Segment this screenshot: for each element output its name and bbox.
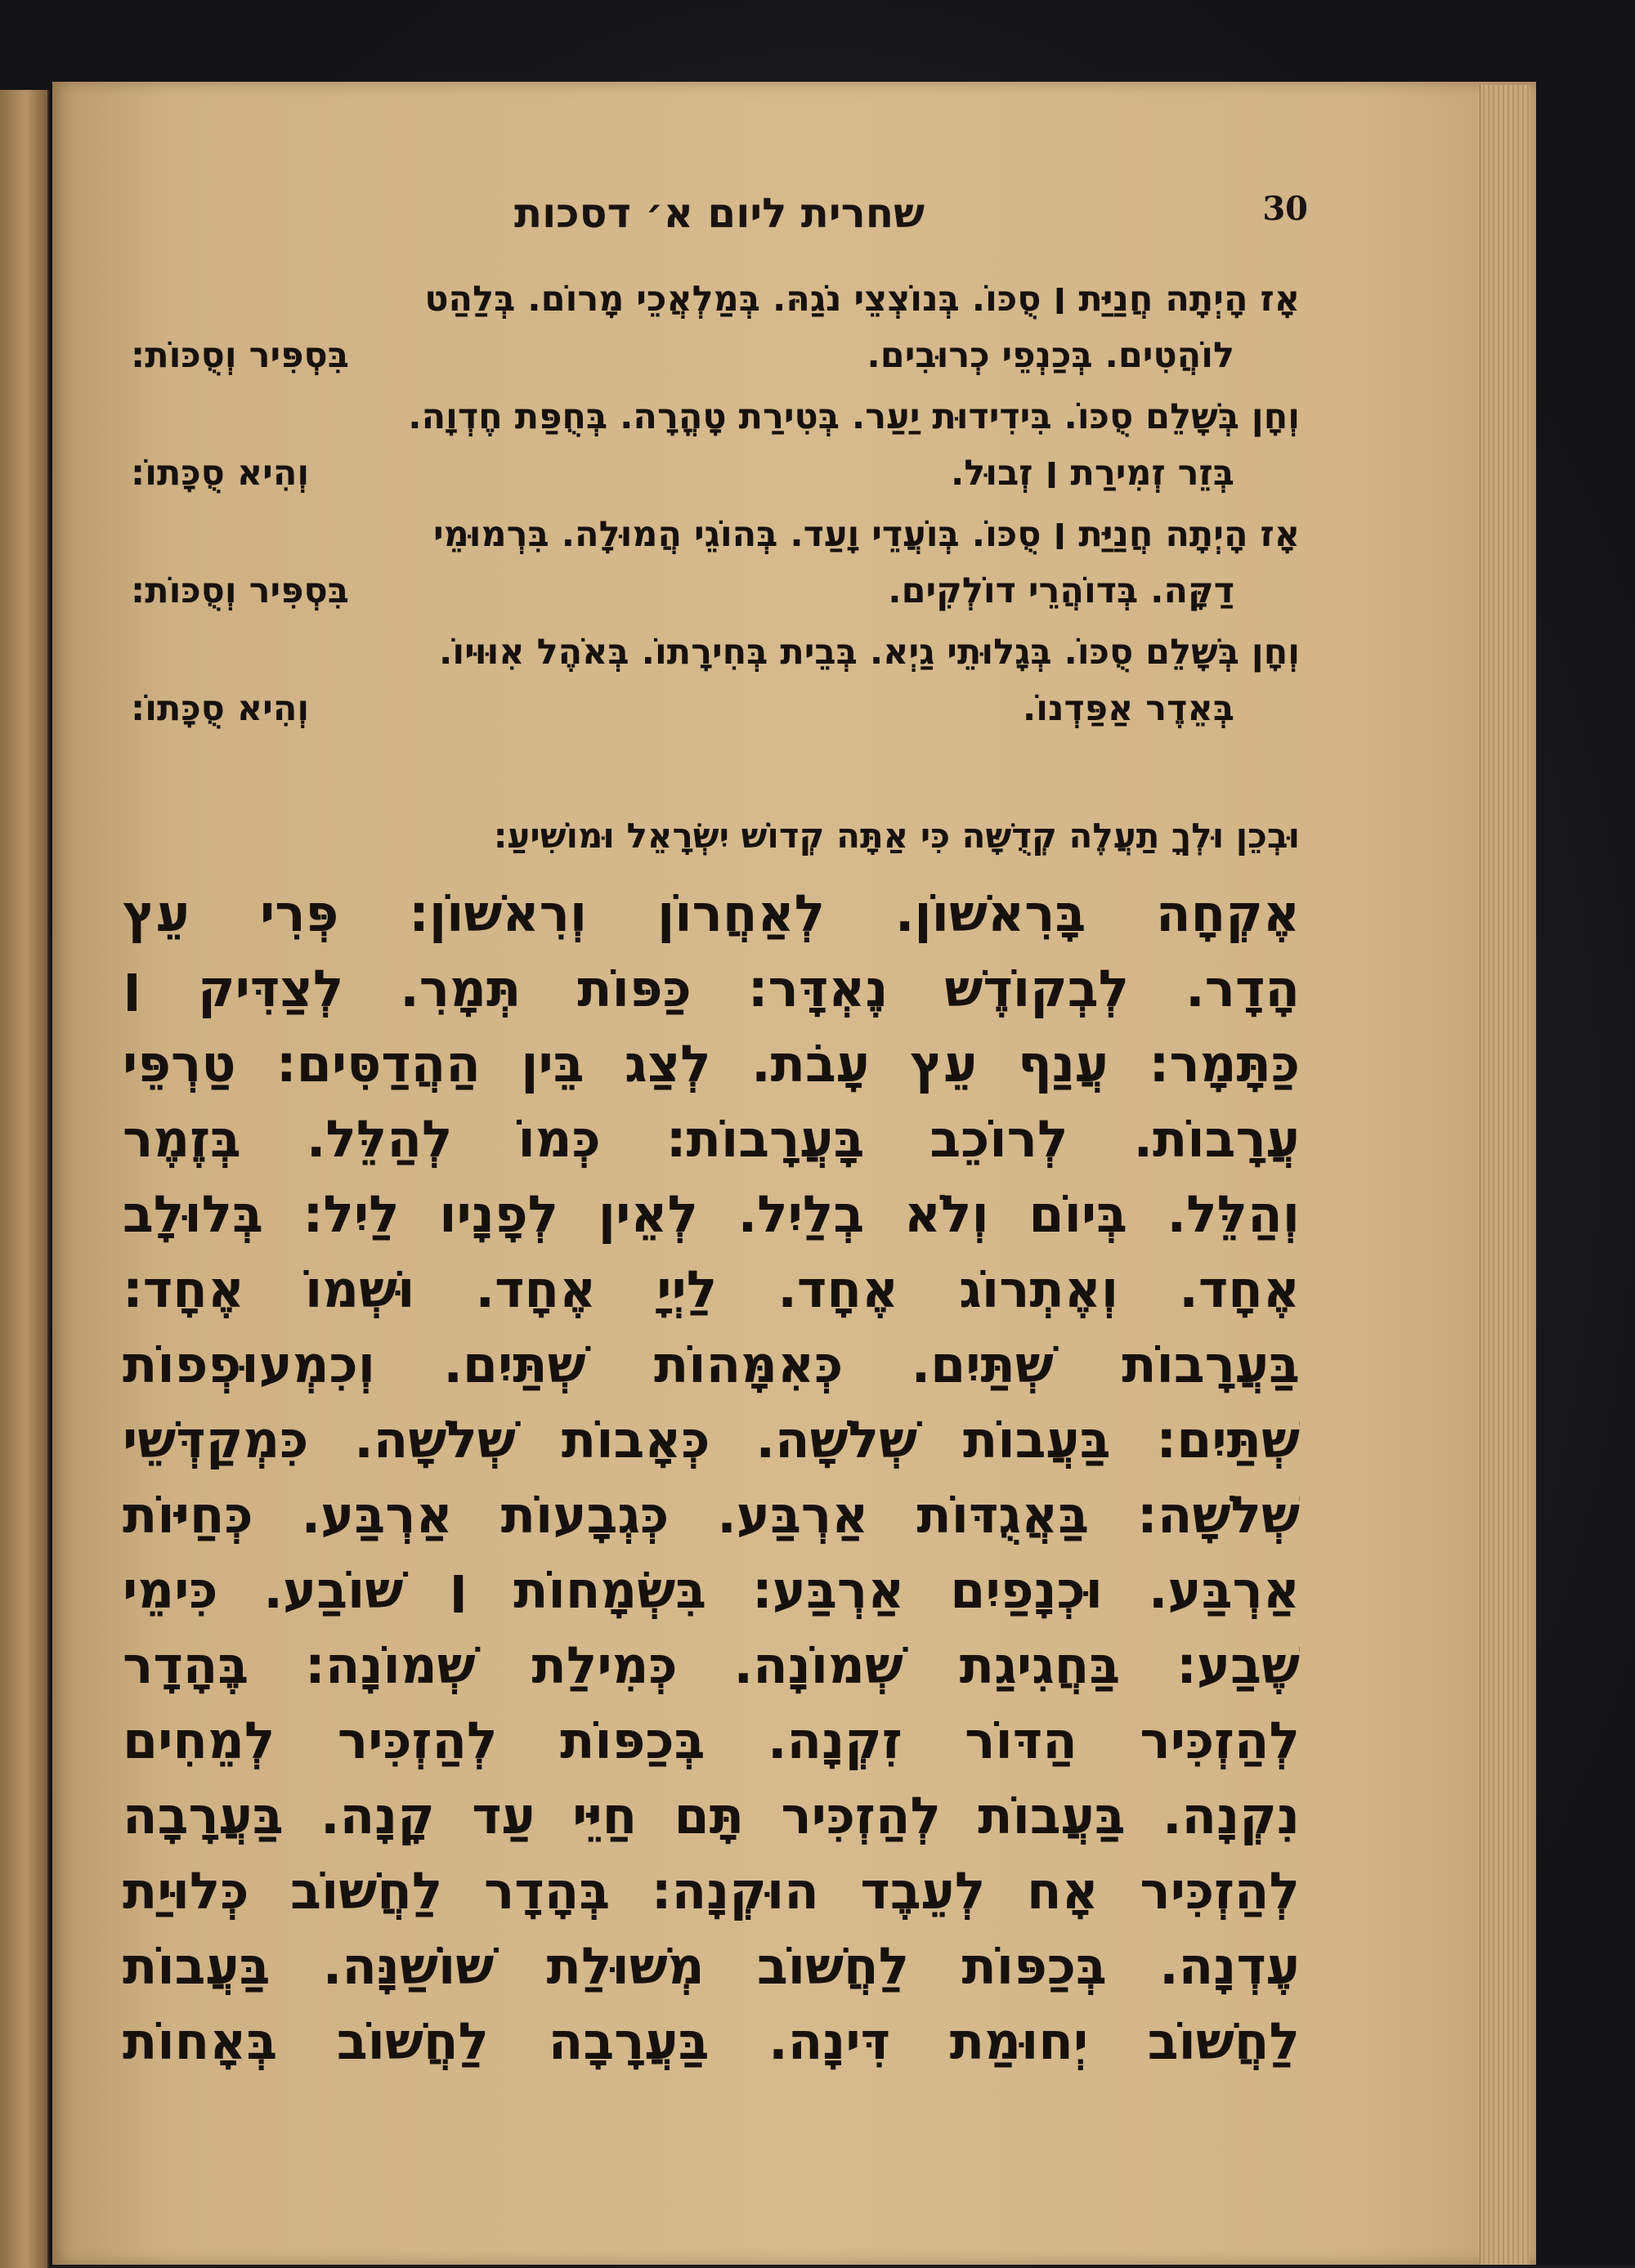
body-line: אַרְבַּע. וּכְנָפַיִם אַרְבַּע: בִּשְׂמָחוֹת ׀ שׁוֹבַע. כִּימֵי <box>123 1560 1300 1620</box>
body-line: לַחֲשׁוֹב יְחוּמַת דִּינָה. בַּעֲרָבָה לַחֲשׁוֹב בְּאָחוֹת <box>123 2011 1300 2071</box>
stanza-text: בְּאֵדֶר אַפַּדְנוֹ. <box>1022 688 1234 729</box>
stanza-line-indented <box>123 445 1300 502</box>
stanza <box>123 389 1300 502</box>
body-line: אֶחָד. וְאֶתְרוֹג אֶחָד. לַיְיָ אֶחָד. וּשְׁמוֹ אֶחָד: <box>123 1259 1300 1319</box>
stanza <box>123 271 1300 384</box>
stanza-refrain: וְהִיא סֻכָּתוֹ: <box>131 453 310 494</box>
stanza-line-indented <box>123 328 1300 384</box>
stanza-line: אָז הָיְתָה חֲנַיַּת ׀ סֻכּוֹ. בְּנוֹצְצֵי נֹגַהּ. בְּמַלְאֲכֵי מָרוֹם. בְּלַהַט <box>424 279 1300 320</box>
stanza-text: לוֹהֲטִים. בְּכַנְפֵי כְרוּבִים. <box>867 335 1234 376</box>
stanza-line-indented <box>123 563 1300 620</box>
body-line: שְׁתַּיִם: בַּעֲבוֹת שְׁלֹשָׁה. כְּאָבוֹת שְׁלֹשָׁה. כִּמְקַדְּשֵׁי <box>123 1410 1300 1470</box>
stanza-line: וְחָן בְּשָׁלֵם סֻכּוֹ. בְּגָלוּתֵי גַיְא. בְּבֵית בְּחִירָתוֹ. בְּאֹהֶל אִוּוּיוֹ. <box>439 632 1300 673</box>
stanza-refrain: בִּסְפִּיר וְסֻכּוֹת: <box>131 570 349 611</box>
closing-line-section <box>123 807 1300 864</box>
stanza <box>123 507 1300 620</box>
page-header <box>131 190 1308 263</box>
body-line: לְהַזְכִּיר הַדּוֹר זִקְנָה. בְּכַפּוֹת לְהַזְכִּיר לְמֵחִים <box>123 1711 1300 1770</box>
body-line: שֶׁבַע: בַּחֲגִיגַת שְׁמוֹנָה. כְּמִילַת שְׁמוֹנָה: בֶּהָדָר <box>123 1635 1300 1695</box>
body-text <box>123 876 1300 2079</box>
stanza-text: דַקָּה. בְּדוֹהֲרֵי דוֹלְקִים. <box>888 570 1234 611</box>
stanza-text: בְּזֵר זְמִירַת ׀ זְבוּל. <box>950 453 1234 494</box>
body-line: עֲרָבוֹת. לְרוֹכֵב בָּעֲרָבוֹת: כְּמוֹ לְהַלֵּל. בְּזֶמֶר <box>123 1109 1300 1169</box>
body-line: אֶקְחָה בָּרִאשׁוֹן. לְאַחֲרוֹן וְרִאשׁוֹן: פְּרִי עֵץ <box>123 883 1300 943</box>
stanza-refrain: וְהִיא סֻכָּתוֹ: <box>131 688 310 729</box>
body-line: כַּתָּמָר: עֲנַף עֵץ עָבֹת. לְצַג בֵּין הַהֲדַסִּים: טַרְפֵּי <box>123 1034 1300 1094</box>
stanza-line: אָז הָיְתָה חֲנַיַּת ׀ סֻכּוֹ. בְּוֹעֲדֵי וָעַד. בְּהוֹגֵי הֲמוּלָה. בִּרְמוּמֵי <box>432 514 1300 555</box>
body-line: לְהַזְכִּיר אָח לְעֵבֶד הוּקְנָה: בְּהָדָר לַחֲשׁוֹב כְּלוּיַת <box>123 1861 1300 1921</box>
closing-line: וּבְכֵן וּלְךָ תַעֲלֶה קְדֻשָּׁה כִּי אַתָּה קְדוֹשׁ יִשְׂרָאֵל וּמוֹשִׁיעַ: <box>493 816 1300 856</box>
page-stack-edge <box>1480 85 1530 2265</box>
body-line: נִקְנָה. בַּעֲבוֹת לְהַזְכִּיר תָּם חַיֵּי עַד קָנָה. בַּעֲרָבָה <box>123 1786 1300 1845</box>
left-page-edge <box>0 90 49 2268</box>
stanza-line-indented <box>123 681 1300 737</box>
body-line: עֶדְנָה. בְּכַפּוֹת לַחֲשׁוֹב מְשׁוּלַת שׁוֹשַׁנָּה. בַּעֲבוֹת <box>123 1936 1300 1996</box>
body-line: וְהַלֵּל. בְּיוֹם וְלֹא בְלַיִל. לְאֵין לְפָנָיו לַיִל: בְּלוּלָב <box>123 1184 1300 1244</box>
stanza-line: וְחָן בְּשָׁלֵם סֻכּוֹ. בִּידִידוּת יַעַר. בְּטִירַת טָהֳרָה. בְּחֻפַּת חֶדְוָה. <box>408 396 1300 437</box>
body-line: שְׁלֹשָׁה: בַּאֲגֻדּוֹת אַרְבַּע. כְּגְבָעוֹת אַרְבַּע. כְּחַיּוֹת <box>123 1485 1300 1545</box>
stanza-refrain: בִּסְפִּיר וְסֻכּוֹת: <box>131 335 349 376</box>
stanza <box>123 624 1300 737</box>
piyyut-section <box>123 271 1300 742</box>
body-line: הָדָר. לְבְקוֹדֶשׁ נֶאְדָּר: כַּפּוֹת תְּמָרִ. לְצַדִּיק ׀ <box>123 959 1300 1018</box>
running-title: שחרית ליום א׳ דסכות <box>513 190 925 237</box>
page-number: 30 <box>1262 190 1308 228</box>
body-line: בַּעֲרָבוֹת שְׁתַּיִם. כְּאִמָּהוֹת שְׁתַּיִם. וְכִמְעוּפְפוֹת <box>123 1335 1300 1394</box>
